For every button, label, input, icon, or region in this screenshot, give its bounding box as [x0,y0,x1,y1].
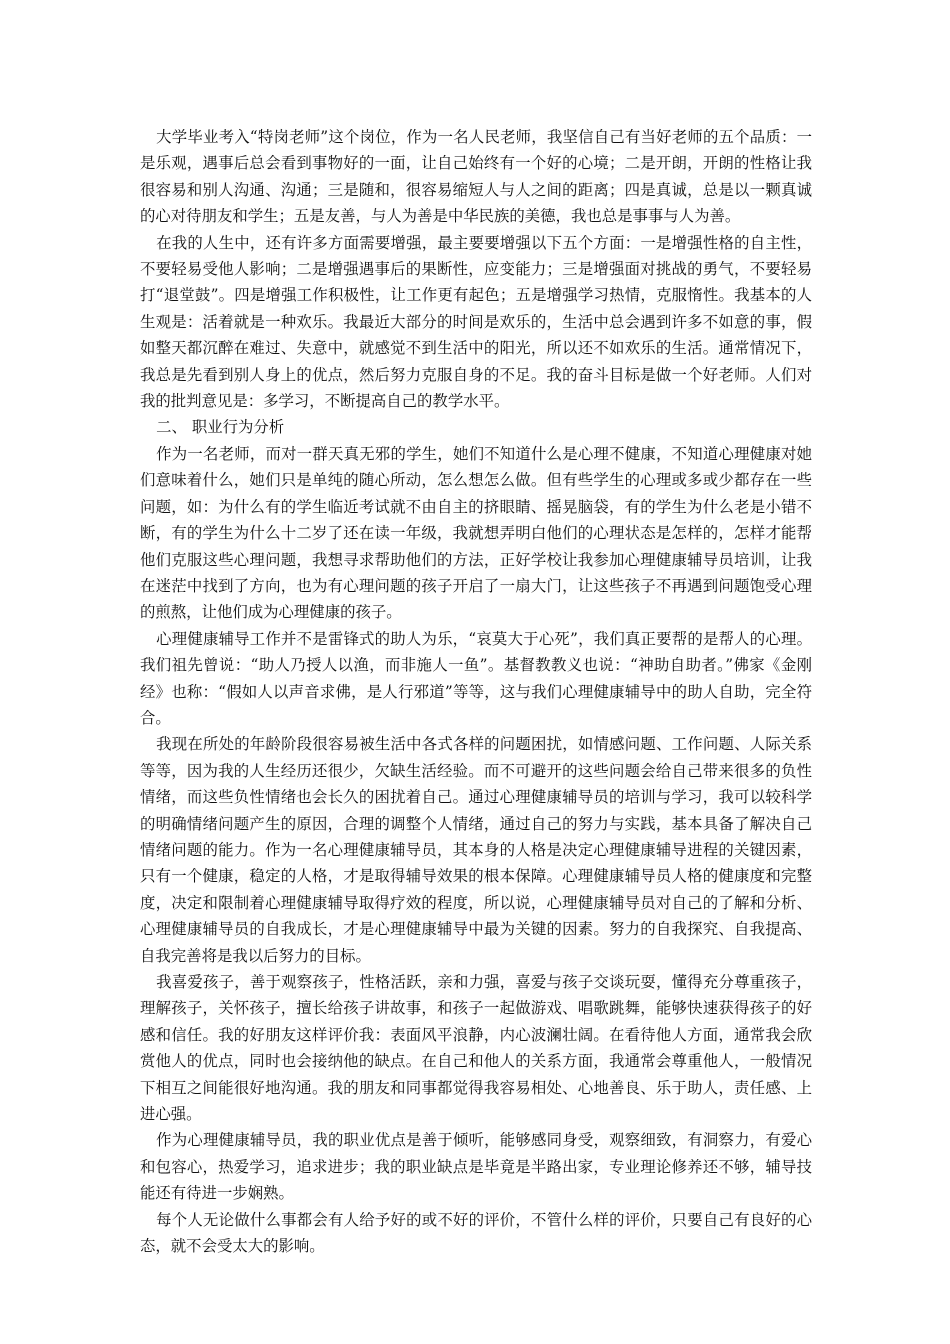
paragraph-5: 我现在所处的年龄阶段很容易被生活中各式各样的问题困扰，如情感问题、工作问题、人际关系等等，因为我的人生经历还很少，欠缺生活经验。而不可避开的这些问题会给自己带来很多的负性情绪，而这些负性情绪也会长久的困扰着自己。通过心理健康辅导员的培训与学习，我可以较科学的明确情绪问题产生的原因，合理的调整个人情绪，通过自己的努力与实践，基本具备了解决自己情绪问题的能力。作为一名心理健康辅导员，其本身的人格是决定心理健康辅导进程的关键因素，只有一个健康，稳定的人格，才是取得辅导效果的根本保障。心理健康辅导员人格的健康度和完整度，决定和限制着心理健康辅导取得疗效的程度，所以说，心理健康辅导员对自己的了解和分析、心理健康辅导员的自我成长，才是心理健康辅导中最为关键的因素。努力的自我探究、自我提高、自我完善将是我以后努力的目标。 [140,735,812,965]
paragraph-2: 在我的人生中，还有许多方面需要增强，最主要要增强以下五个方面：一是增强性格的自主性，不要轻易受他人影响；二是增强遇事后的果断性，应变能力；三是增强面对挑战的勇气，不要轻易打“退堂鼓”。四是增强工作积极性，让工作更有起色；五是增强学习热情，克服惰性。我基本的人生观是：活着就是一种欢乐。我最近大部分的时间是欢乐的，生活中总会遇到许多不如意的事，假如整天都沉醉在难过、失意中，就感觉不到生活中的阳光，所以还不如欢乐的生活。通常情况下，我总是先看到别人身上的优点，然后努力克服自身的不足。我的奋斗目标是做一个好老师。人们对我的批判意见是：多学习，不断提高自己的教学水平。 [140,233,812,411]
document-body [140,124,812,1259]
paragraph-6: 我喜爱孩子，善于观察孩子，性格活跃，亲和力强，喜爱与孩子交谈玩耍，懂得充分尊重孩子，理解孩子，关怀孩子，擅长给孩子讲故事，和孩子一起做游戏、唱歌跳舞，能够快速获得孩子的好感和信任。我的好朋友这样评价我：表面风平浪静，内心波澜壮阔。在看待他人方面，通常我会欣赏他人的优点，同时也会接纳他的缺点。在自己和他人的关系方面，我通常会尊重他人，一般情况下相互之间能很好地沟通。我的朋友和同事都觉得我容易相处、心地善良、乐于助人，责任感、上进心强。 [140,973,812,1124]
paragraph-7: 作为心理健康辅导员，我的职业优点是善于倾听，能够感同身受，观察细致，有洞察力，有爱心和包容心，热爱学习，追求进步；我的职业缺点是毕竟是半路出家，专业理论修养还不够，辅导技能还有待进一步娴熟。 [140,1131,812,1203]
paragraph-4: 心理健康辅导工作并不是雷锋式的助人为乐，“哀莫大于心死”，我们真正要帮的是帮人的心理。我们祖先曾说：“助人乃授人以渔，而非施人一鱼”。基督教教义也说：“神助自助者。”佛家《金刚经》也称：“假如人以声音求佛，是人行邪道”等等，这与我们心理健康辅导中的助人自助，完全符合。 [140,629,812,727]
paragraph-1: 大学毕业考入“特岗老师”这个岗位，作为一名人民老师，我坚信自己有当好老师的五个品质：一是乐观，遇事后总会看到事物好的一面，让自己始终有一个好的心境；二是开朗，开朗的性格让我很容易和别人沟通、沟通；三是随和，很容易缩短人与人之间的距离；四是真诚，总是以一颗真诚的心对待朋友和学生；五是友善，与人为善是中华民族的美德，我也总是事事与人为善。 [140,128,812,226]
section-heading: 二、 职业行为分析 [156,418,285,437]
paragraph-8: 每个人无论做什么事都会有人给予好的或不好的评价，不管什么样的评价，只要自己有良好的心态，就不会受太大的影响。 [140,1210,812,1256]
paragraph-3: 作为一名老师，而对一群天真无邪的学生，她们不知道什么是心理不健康，不知道心理健康对她们意味着什么，她们只是单纯的随心所动，怎么想怎么做。但有些学生的心理或多或少都存在一些问题，如：为什么有的学生临近考试就不由自主的挤眼睛、摇晃脑袋，有的学生为什么老是小错不断，有的学生为什么十二岁了还在读一年级，我就想弄明白他们的心理状态是怎样的，怎样才能帮他们克服这些心理问题，我想寻求帮助他们的方法，正好学校让我参加心理健康辅导员培训，让我在迷茫中找到了方向，也为有心理问题的孩子开启了一扇大门，让这些孩子不再遇到问题饱受心理的煎熬，让他们成为心理健康的孩子。 [140,444,812,622]
